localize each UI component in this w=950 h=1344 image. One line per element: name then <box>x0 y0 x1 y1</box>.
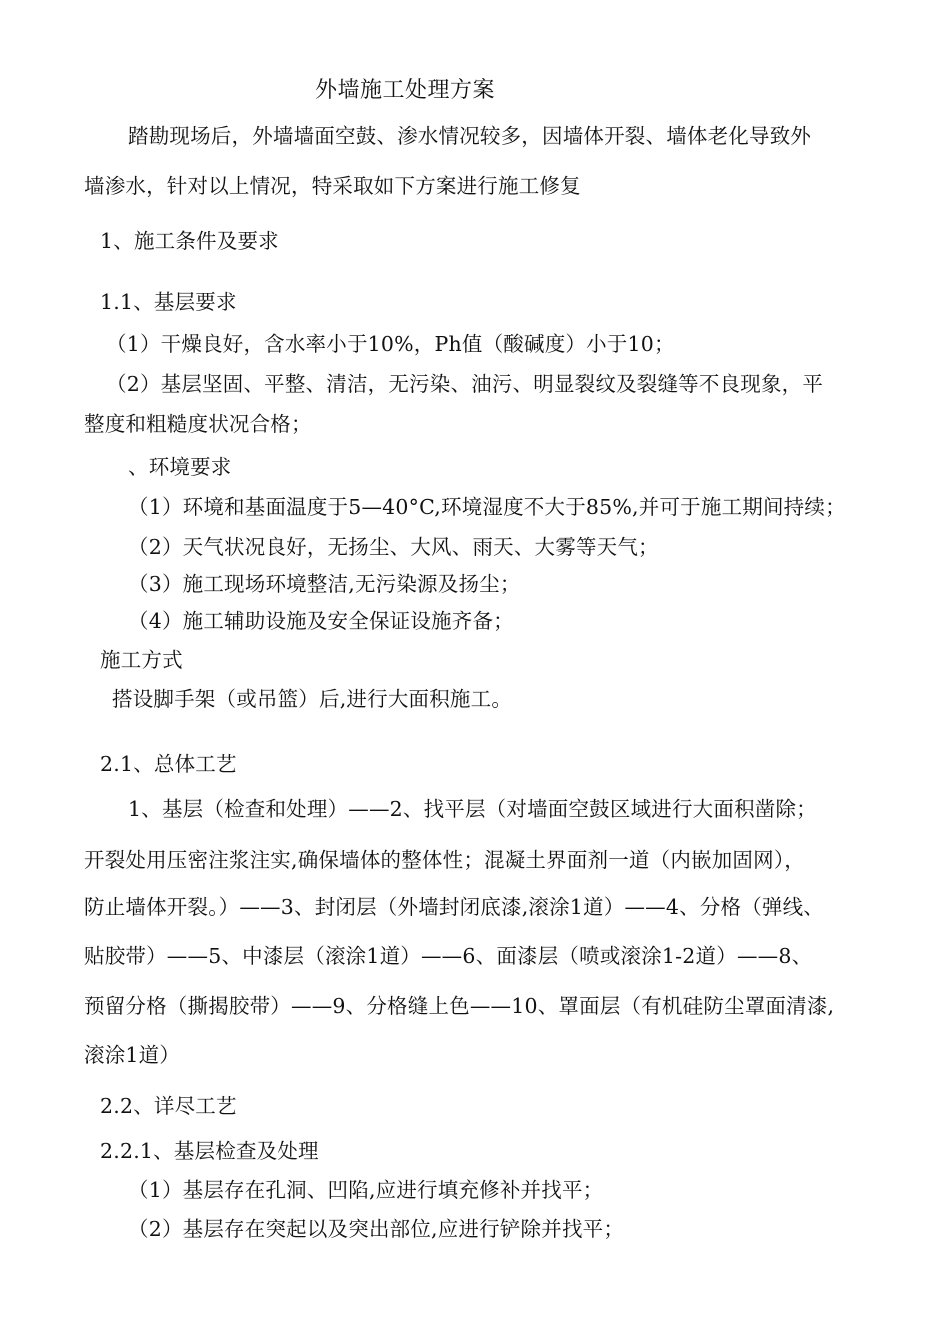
overall-process-line-4: 贴胶带）——5、中漆层（滚涂1道）——6、面漆层（喷或滚涂1-2道）——8、 <box>84 944 813 968</box>
environment-requirement-3: （3）施工现场环境整洁,无污染源及扬尘； <box>128 572 521 596</box>
intro-line-2: 墙渗水，针对以上情况，特采取如下方案进行施工修复 <box>84 174 581 198</box>
overall-process-line-6: 滚涂1道） <box>84 1043 181 1067</box>
overall-process-line-5: 预留分格（撕揭胶带）——9、分格缝上色——10、罩面层（有机硅防尘罩面清漆, <box>84 994 835 1018</box>
environment-requirement-1: （1）环境和基面温度于5—40°C,环境湿度不大于85%,并可于施工期间持续； <box>128 495 846 519</box>
construction-method-heading: 施工方式 <box>100 648 183 672</box>
construction-method-text: 搭设脚手架（或吊篮）后,进行大面积施工。 <box>112 687 513 711</box>
section-1-1-heading: 1.1、基层要求 <box>100 290 237 314</box>
environment-requirement-2: （2）天气状况良好，无扬尘、大风、雨天、大雾等天气； <box>128 535 659 559</box>
section-1-heading: 1、施工条件及要求 <box>100 229 279 253</box>
overall-process-line-2: 开裂处用压密注浆注实,确保墙体的整体性；混凝土界面剂一道（内嵌加固网）， <box>84 848 805 872</box>
section-2-1-heading: 2.1、总体工艺 <box>100 752 237 776</box>
base-requirement-1: （1）干燥良好，含水率小于10%，Ph值（酸碱度）小于10； <box>106 332 675 356</box>
intro-line-1: 踏勘现场后，外墙墙面空鼓、渗水情况较多，因墙体开裂、墙体老化导致外 <box>128 124 812 148</box>
base-requirement-2-cont: 整度和粗糙度状况合格； <box>84 412 312 436</box>
base-requirement-2: （2）基层坚固、平整、清洁，无污染、油污、明显裂纹及裂缝等不良现象，平 <box>106 372 824 396</box>
overall-process-line-1: 1、基层（检查和处理）——2、找平层（对墙面空鼓区域进行大面积凿除； <box>128 797 817 821</box>
section-2-2-heading: 2.2、详尽工艺 <box>100 1094 237 1118</box>
environment-requirement-4: （4）施工辅助设施及安全保证设施齐备； <box>128 609 514 633</box>
base-treatment-1: （1）基层存在孔洞、凹陷,应进行填充修补并找平； <box>128 1178 604 1202</box>
overall-process-line-3: 防止墙体开裂。）——3、封闭层（外墙封闭底漆,滚涂1道）——4、分格（弹线、 <box>84 895 824 919</box>
base-treatment-2: （2）基层存在突起以及突出部位,应进行铲除并找平； <box>128 1217 625 1241</box>
section-2-2-1-heading: 2.2.1、基层检查及处理 <box>100 1139 319 1163</box>
environment-heading: 、环境要求 <box>128 455 232 479</box>
document-title: 外墙施工处理方案 <box>315 78 496 103</box>
